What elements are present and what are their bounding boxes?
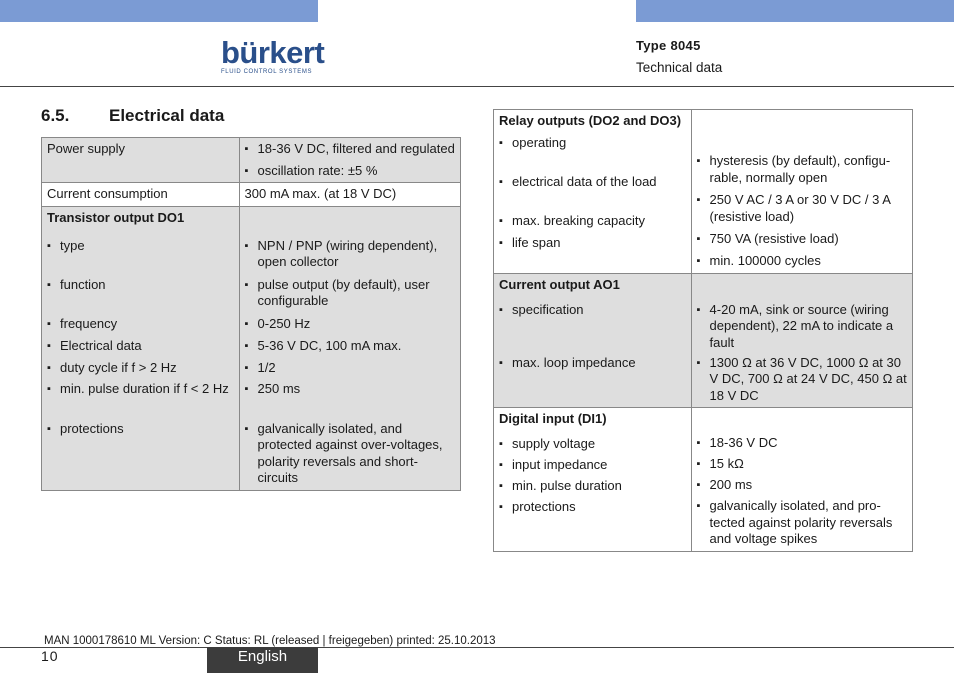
relay-outputs-values: ▪ hysteresis (by default), configu-rable, normally open ▪ 250 V AC / 3 A or 30 V DC / 3 A (resistive load) ▪ 750 VA (resistive load) ▪ min. 100000 cycles [691, 110, 912, 274]
table-row [42, 138, 461, 183]
transistor-output-block: Transistor output DO1 ▪ type ▪ function ▪ frequency ▪ Electrical data ▪ duty cycle if f > 2 Hz ▪ min. pulse duration if f < 2 Hz ▪ protections [42, 206, 240, 490]
section-title: Electrical data [109, 106, 225, 125]
current-consumption-value: 300 mA max. (at 18 V DC) [239, 183, 460, 207]
section-heading [41, 106, 224, 126]
brand-wordmark: bürkert [221, 35, 325, 70]
digital-input-block: Digital input (DI1) ▪ supply voltage ▪ input impedance ▪ min. pulse duration ▪ protections [494, 408, 692, 552]
transistor-heading: Transistor output DO1 [47, 209, 185, 225]
table-row [494, 408, 913, 552]
doc-section: Technical data [636, 60, 723, 75]
print-metadata: MAN 1000178610 ML Version: C Status: RL (released | freigegeben) printed: 25.10.2013 [44, 635, 496, 647]
relay-outputs-block: Relay outputs (DO2 and DO3) ▪ operating ▪ electrical data of the load ▪ max. breaking capacity ▪ life span [494, 110, 692, 274]
brand-tagline: FLUID CONTROL SYSTEMS [221, 69, 313, 75]
section-number: 6.5. [41, 106, 70, 125]
electrical-data-table-left [41, 137, 461, 491]
digital-input-heading: Digital input (DI1) [499, 411, 607, 426]
table-row [42, 206, 461, 490]
table-row [494, 110, 913, 274]
current-output-heading: Current output AO1 [499, 276, 620, 292]
power-supply-label: Power supply [42, 138, 240, 183]
footer-divider [0, 647, 954, 648]
relay-heading: Relay outputs (DO2 and DO3) [499, 113, 682, 128]
language-tab: English [207, 647, 318, 673]
brand-logo [221, 35, 325, 75]
header-bar-left [0, 0, 318, 22]
electrical-data-table-right [493, 109, 913, 552]
header-divider [0, 86, 954, 87]
header-bar-right [636, 0, 954, 22]
current-output-values: ▪ 4-20 mA, sink or source (wiring dependent), 22 mA to indicate a fault ▪ 1300 Ω at 36 V DC, 1000 Ω at 30 V DC, 700 Ω at 24 V DC, 450 Ω at 18 V DC [691, 273, 912, 408]
power-supply-value: ▪ 18-36 V DC, filtered and regulated ▪ oscillation rate: ±5 % [239, 138, 460, 183]
page-number: 10 [41, 648, 59, 664]
current-consumption-label: Current consumption [42, 183, 240, 207]
table-row [42, 183, 461, 207]
digital-input-values: ▪ 18-36 V DC ▪ 15 kΩ ▪ 200 ms ▪ galvanically isolated, and pro-tected against polarity reversals and voltage spikes [691, 408, 912, 552]
doc-type: Type 8045 [636, 38, 701, 53]
transistor-output-values: ▪ NPN / PNP (wiring dependent), open collector ▪ pulse output (by default), user configurable ▪ 0-250 Hz ▪ 5-36 V DC, 100 mA max. ▪ 1/2 ▪ 250 ms ▪ galvanically isolated, and protected against over-voltages, polarity reversals and short-circuits [239, 206, 460, 490]
current-output-block: Current output AO1 ▪ specification ▪ max. loop impedance [494, 273, 692, 408]
table-row [494, 273, 913, 408]
